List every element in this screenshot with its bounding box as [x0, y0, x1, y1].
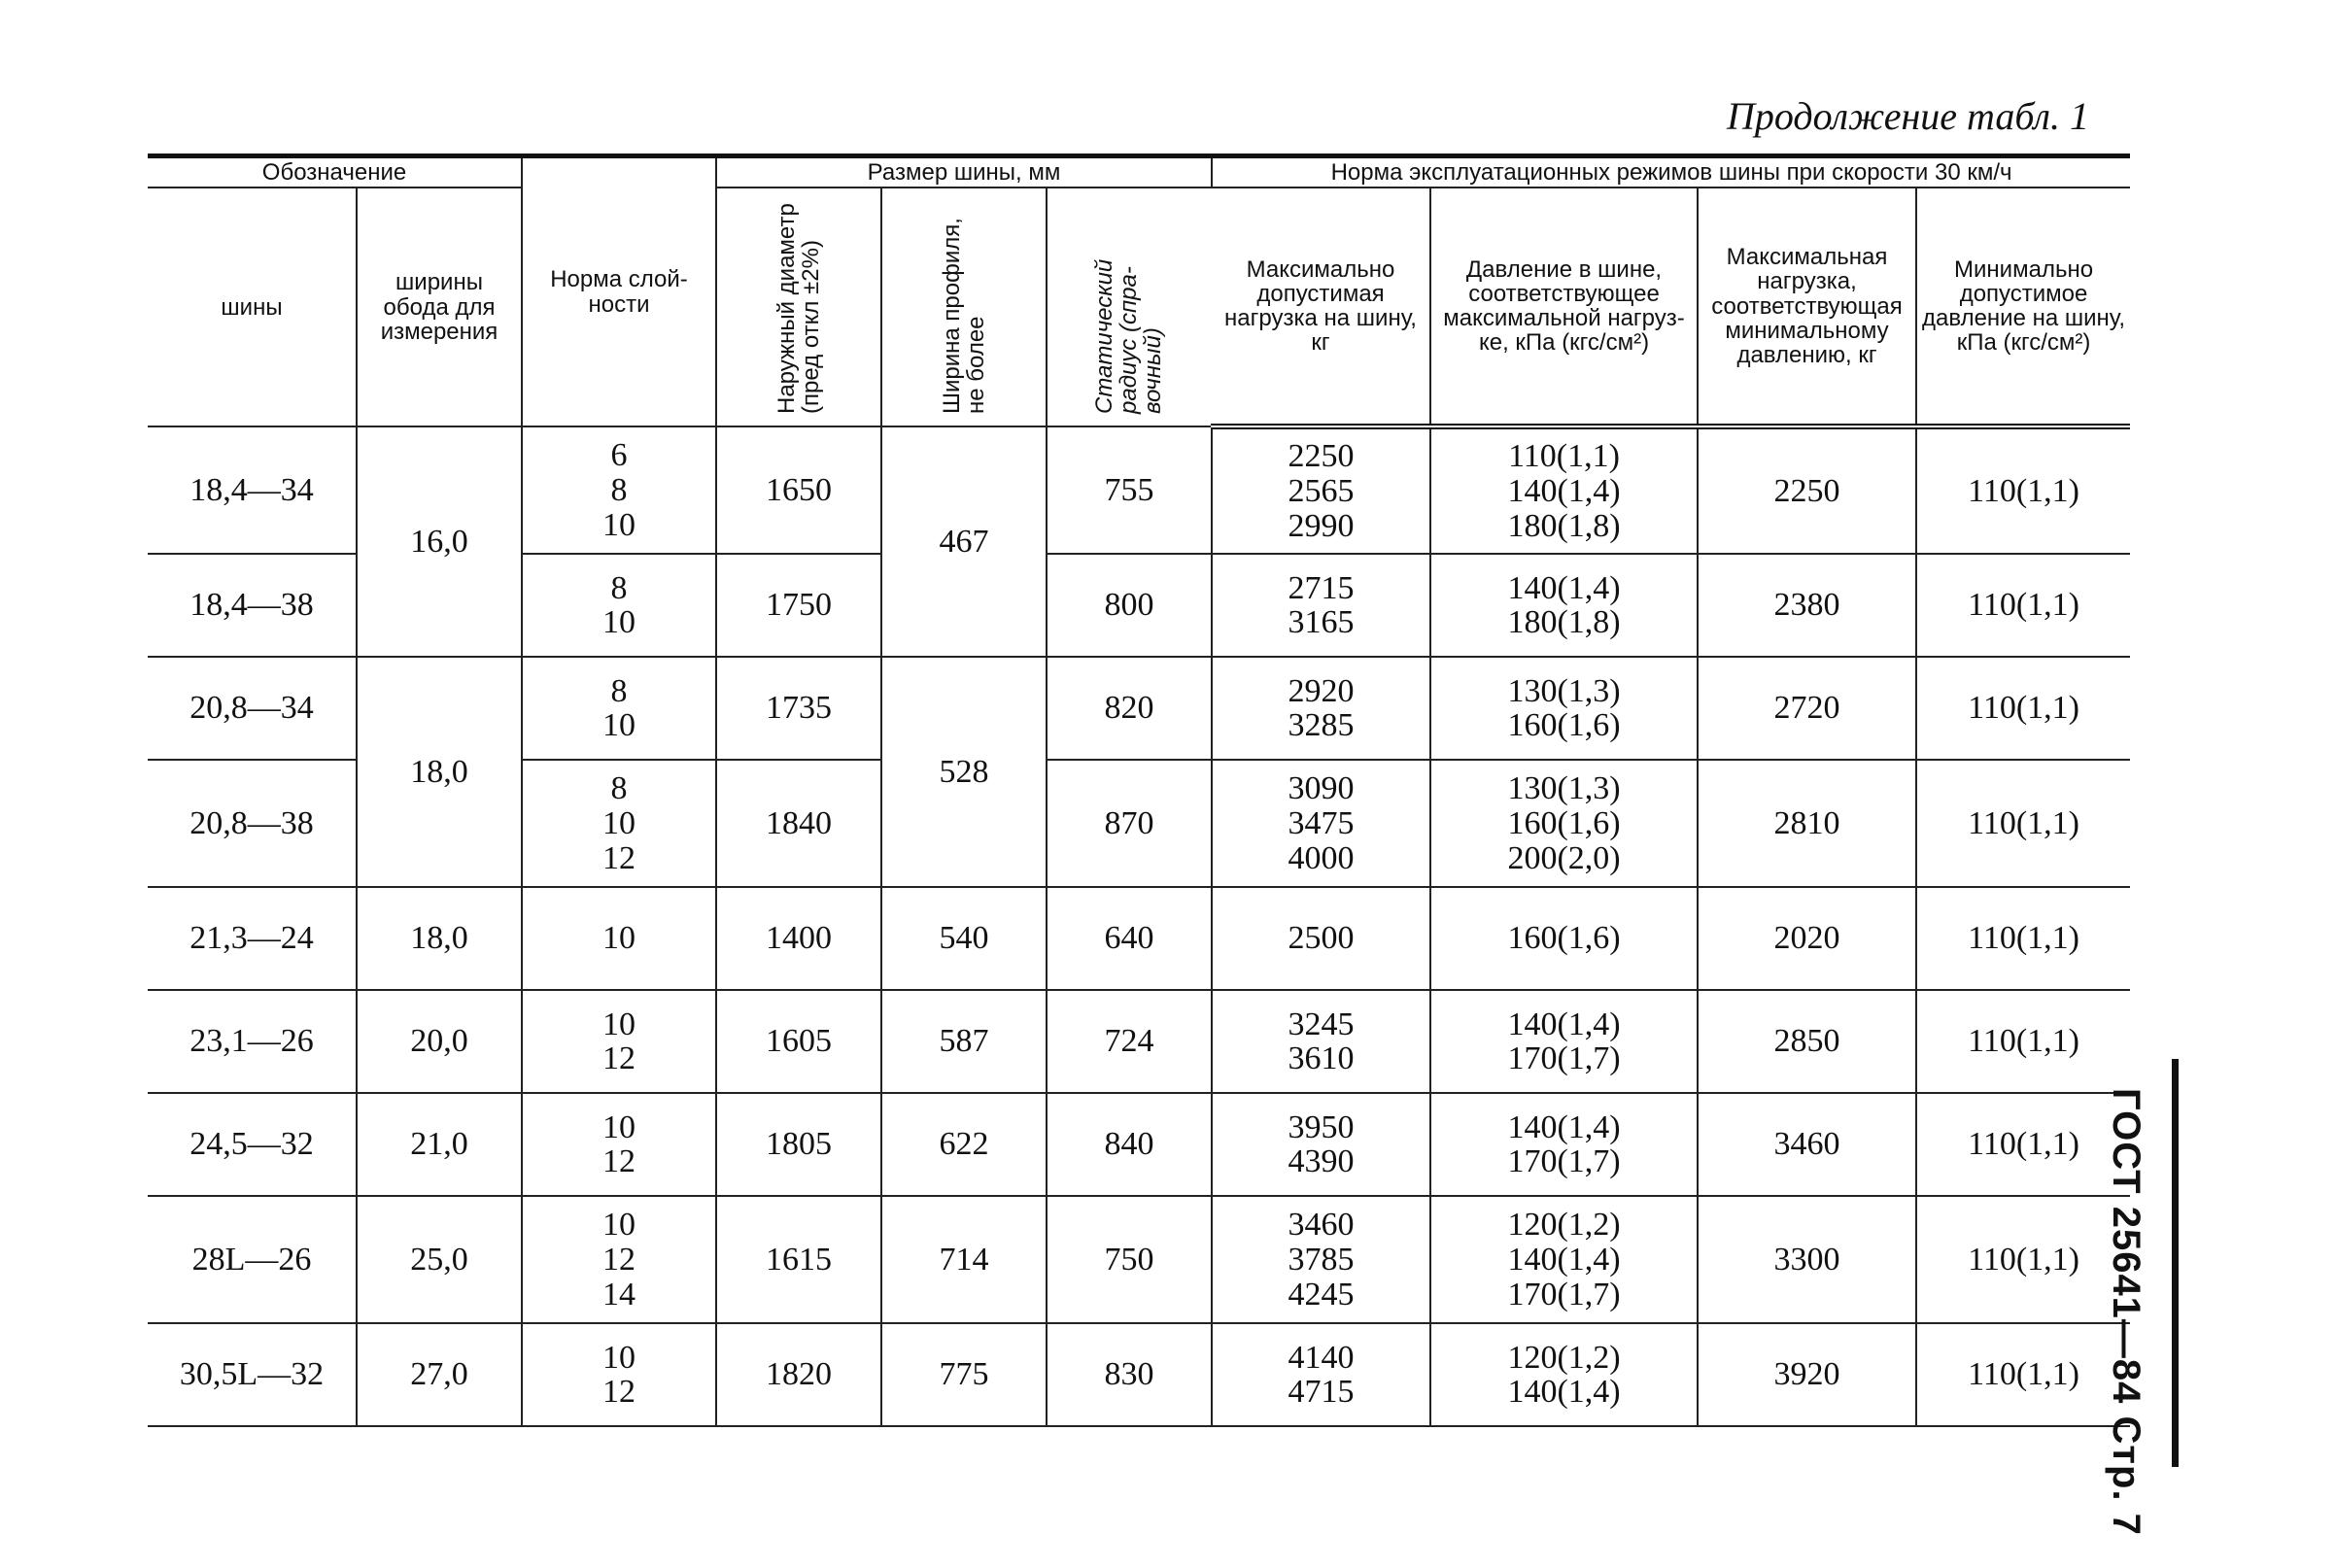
max-load: 3460 3785 4245 — [1212, 1196, 1430, 1323]
header-max-load-at-min-pressure: Максимальная нагрузка, соответствующая минимальному давлению, кг — [1698, 187, 1916, 426]
ply-rating: 8 10 12 — [522, 760, 716, 887]
min-pressure: 110(1,1) — [1916, 990, 2130, 1093]
pressure: 140(1,4) 170(1,7) — [1430, 1093, 1698, 1196]
outer-diameter: 1840 — [716, 760, 881, 887]
max-load-min-pressure: 3920 — [1698, 1323, 1916, 1426]
static-radius: 755 — [1047, 426, 1212, 554]
max-load-min-pressure: 2850 — [1698, 990, 1916, 1093]
table-row — [148, 1093, 2130, 1196]
outer-diameter: 1650 — [716, 426, 881, 554]
max-load: 2920 3285 — [1212, 657, 1430, 760]
pressure: 130(1,3) 160(1,6) 200(2,0) — [1430, 760, 1698, 887]
outer-diameter: 1820 — [716, 1323, 881, 1426]
profile-width: 467 — [881, 426, 1047, 657]
table-caption: Продолжение табл. 1 — [1726, 94, 2089, 138]
rim-width: 27,0 — [357, 1323, 522, 1426]
table-row — [148, 1323, 2130, 1426]
profile-width: 622 — [881, 1093, 1047, 1196]
pressure: 140(1,4) 170(1,7) — [1430, 990, 1698, 1093]
outer-diameter: 1805 — [716, 1093, 881, 1196]
max-load-min-pressure: 2380 — [1698, 554, 1916, 657]
header-ply-rating: Норма слойности — [522, 156, 716, 427]
static-radius: 750 — [1047, 1196, 1212, 1323]
profile-width: 714 — [881, 1196, 1047, 1323]
header-operating-modes: Норма эксплуатационных режимов шины при скорости 30 км/ч — [1212, 156, 2130, 188]
min-pressure: 110(1,1) — [1916, 1323, 2130, 1426]
ply-rating: 10 12 — [522, 1093, 716, 1196]
ply-rating: 10 12 14 — [522, 1196, 716, 1323]
outer-diameter: 1615 — [716, 1196, 881, 1323]
tire-designation: 24,5—32 — [148, 1093, 357, 1196]
rim-width: 25,0 — [357, 1196, 522, 1323]
static-radius: 800 — [1047, 554, 1212, 657]
outer-diameter: 1735 — [716, 657, 881, 760]
header-outer-diameter: Наружный диаметр (пред откл ±2%) — [716, 187, 881, 426]
min-pressure: 110(1,1) — [1916, 1093, 2130, 1196]
rim-width: 20,0 — [357, 990, 522, 1093]
ply-rating: 10 12 — [522, 1323, 716, 1426]
tire-designation: 20,8—38 — [148, 760, 357, 887]
tire-specs-table — [148, 153, 2130, 1427]
profile-width: 775 — [881, 1323, 1047, 1426]
rim-width: 18,0 — [357, 657, 522, 887]
static-radius: 870 — [1047, 760, 1212, 887]
static-radius: 840 — [1047, 1093, 1212, 1196]
ply-rating: 8 10 — [522, 657, 716, 760]
header-profile-width: Ширина профиля, не более — [881, 187, 1047, 426]
profile-width: 528 — [881, 657, 1047, 887]
max-load: 3090 3475 4000 — [1212, 760, 1430, 887]
ply-rating: 8 10 — [522, 554, 716, 657]
header-min-pressure: Минимально допустимое давление на шину, кПа (кгс/см²) — [1916, 187, 2130, 426]
rim-width: 21,0 — [357, 1093, 522, 1196]
tire-designation: 23,1—26 — [148, 990, 357, 1093]
min-pressure: 110(1,1) — [1916, 760, 2130, 887]
min-pressure: 110(1,1) — [1916, 887, 2130, 990]
pressure: 140(1,4) 180(1,8) — [1430, 554, 1698, 657]
header-tire-size: Размер шины, мм — [716, 156, 1212, 188]
static-radius: 724 — [1047, 990, 1212, 1093]
max-load-min-pressure: 2020 — [1698, 887, 1916, 990]
table-row — [148, 887, 2130, 990]
min-pressure: 110(1,1) — [1916, 657, 2130, 760]
max-load: 2250 2565 2990 — [1212, 426, 1430, 554]
max-load: 2500 — [1212, 887, 1430, 990]
pressure: 110(1,1) 140(1,4) 180(1,8) — [1430, 426, 1698, 554]
profile-width: 540 — [881, 887, 1047, 990]
table-row — [148, 990, 2130, 1093]
max-load-min-pressure: 2810 — [1698, 760, 1916, 887]
static-radius: 640 — [1047, 887, 1212, 990]
pressure: 130(1,3) 160(1,6) — [1430, 657, 1698, 760]
outer-diameter: 1750 — [716, 554, 881, 657]
ply-rating: 10 — [522, 887, 716, 990]
max-load-min-pressure: 2250 — [1698, 426, 1916, 554]
tire-designation: 21,3—24 — [148, 887, 357, 990]
tire-designation: 20,8—34 — [148, 657, 357, 760]
ply-rating: 6 8 10 — [522, 426, 716, 554]
header-max-load: Максимально допустимая нагрузка на шину, кг — [1212, 187, 1430, 426]
table-row — [148, 1196, 2130, 1323]
pressure: 160(1,6) — [1430, 887, 1698, 990]
max-load-min-pressure: 3460 — [1698, 1093, 1916, 1196]
rim-width: 16,0 — [357, 426, 522, 657]
static-radius: 830 — [1047, 1323, 1212, 1426]
table-row — [148, 657, 2130, 760]
outer-diameter: 1400 — [716, 887, 881, 990]
min-pressure: 110(1,1) — [1916, 426, 2130, 554]
min-pressure: 110(1,1) — [1916, 554, 2130, 657]
max-load: 3950 4390 — [1212, 1093, 1430, 1196]
max-load: 2715 3165 — [1212, 554, 1430, 657]
header-static-radius: Статический радиус (справочный) — [1047, 187, 1212, 426]
tire-designation: 28L—26 — [148, 1196, 357, 1323]
static-radius: 820 — [1047, 657, 1212, 760]
header-tire: шины — [148, 187, 357, 426]
header-rim-width: ширины обода для измерения — [357, 187, 522, 426]
max-load-min-pressure: 3300 — [1698, 1196, 1916, 1323]
max-load: 4140 4715 — [1212, 1323, 1430, 1426]
ply-rating: 10 12 — [522, 990, 716, 1093]
tire-designation: 18,4—38 — [148, 554, 357, 657]
outer-diameter: 1605 — [716, 990, 881, 1093]
header-pressure-at-max-load: Давление в шине, соответствующее максимальной нагрузке, кПа (кгс/см²) — [1430, 187, 1698, 426]
tire-designation: 30,5L—32 — [148, 1323, 357, 1426]
tire-designation: 18,4—34 — [148, 426, 357, 554]
pressure: 120(1,2) 140(1,4) — [1430, 1323, 1698, 1426]
profile-width: 587 — [881, 990, 1047, 1093]
pressure: 120(1,2) 140(1,4) 170(1,7) — [1430, 1196, 1698, 1323]
max-load-min-pressure: 2720 — [1698, 657, 1916, 760]
header-designation: Обозначение — [148, 156, 522, 188]
min-pressure: 110(1,1) — [1916, 1196, 2130, 1323]
max-load: 3245 3610 — [1212, 990, 1430, 1093]
rim-width: 18,0 — [357, 887, 522, 990]
side-rule — [2172, 1059, 2179, 1467]
table-row — [148, 426, 2130, 554]
